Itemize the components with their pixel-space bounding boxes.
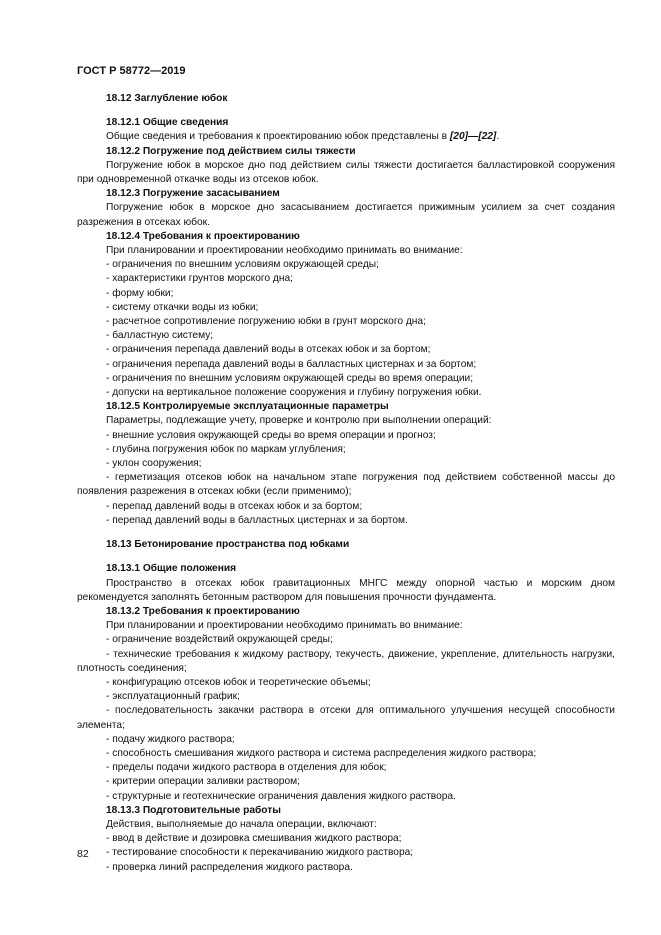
list-item: - глубина погружения юбок по маркам углубления; xyxy=(106,443,346,455)
list-item: - ограничения по внешним условиям окружающей среды; xyxy=(106,259,379,271)
list-item: - пределы подачи жидкого раствора в отделения для юбок; xyxy=(106,762,387,774)
list-item: - ограничения по внешним условиям окружающей среды во время операции; xyxy=(106,372,474,384)
list-item: - тестирование способности к перекачиванию жидкого раствора; xyxy=(106,847,414,859)
list-item: - форму юбки; xyxy=(106,287,174,299)
paragraph: При планировании и проектировании необходимо принимать во внимание: xyxy=(106,245,463,257)
reference-link[interactable]: [20]—[22] xyxy=(449,131,497,143)
section-heading: 18.12 Заглубление юбок xyxy=(106,93,228,104)
paragraph: Параметры, подлежащие учету, проверке и контролю при выполнении операций: xyxy=(106,415,492,427)
list-item: - ввод в действие и дозировка смешивания жидкого раствора; xyxy=(106,833,402,845)
paragraph: Пространство в отсеках юбок гравитационных МНГС между опорной частью и морским дном рекомендуется заполнять бетонным раствором для повышения прочности фундамента. xyxy=(77,577,615,603)
list-item: - перепад давлений воды в балластных цистернах и за бортом. xyxy=(106,514,408,526)
list-item: - характеристики грунтов морского дна; xyxy=(106,273,293,285)
subsection-heading: 18.12.2 Погружение под действием силы тяжести xyxy=(106,145,356,157)
paragraph xyxy=(77,130,615,144)
paragraph: Погружение юбок в морское дно под действием силы тяжести достигается балластировкой сооружения при одновременной откачке воды из отсеков юбок. xyxy=(77,159,615,186)
paragraph: Действия, выполняемые до начала операции, включают: xyxy=(106,818,377,830)
list-item: - герметизация отсеков юбок на начальном этапе погружения под действием собственной массы до появления разрежения в отсеках юбки (если применимо); xyxy=(77,472,615,498)
list-item: - уклон сооружения; xyxy=(106,458,202,470)
paragraph: При планировании и проектировании необходимо принимать во внимание: xyxy=(106,620,463,632)
list-item: - ограничение воздействий окружающей среды; xyxy=(106,634,333,646)
paragraph-text: Общие сведения и требования к проектированию юбок представлены в xyxy=(106,131,450,143)
subsection-heading: 18.12.4 Требования к проектированию xyxy=(106,230,300,242)
subsection-heading: 18.13.1 Общие положения xyxy=(106,563,237,575)
paragraph: Погружение юбок в морское дно засасыванием достигается прижимным усилием за счет создания разрежения в отсеках юбок. xyxy=(77,202,615,228)
list-item: - допуски на вертикальное положение сооружения и глубину погружения юбки. xyxy=(106,387,482,399)
list-item: - технические требования к жидкому раствору, текучесть, движение, укрепление, длительность нагрузки, плотность соединения; xyxy=(77,648,615,674)
subsection-heading: 18.13.2 Требования к проектированию xyxy=(106,605,300,617)
page-number: 82 xyxy=(77,848,89,860)
paragraph-text: . xyxy=(496,131,500,143)
list-item: - балластную систему; xyxy=(106,330,214,342)
list-item: - структурные и геотехнические ограничения давления жидкого раствора. xyxy=(106,790,456,802)
section-heading: 18.13 Бетонирование пространства под юбками xyxy=(106,539,350,551)
subsection-heading: 18.13.3 Подготовительные работы xyxy=(106,804,281,816)
list-item: - конфигурацию отсеков юбок и теоретические объемы; xyxy=(106,676,371,688)
list-item: - ограничения перепада давлений воды в балластных цистернах и за бортом; xyxy=(106,358,477,370)
list-item: - перепад давлений воды в отсеках юбок и за бортом; xyxy=(106,500,363,512)
list-item: - ограничения перепада давлений воды в отсеках юбок и за бортом; xyxy=(106,344,431,356)
list-item: - внешние условия окружающей среды во время операции и прогноз; xyxy=(106,429,436,441)
subsection-heading: 18.12.5 Контролируемые эксплуатационные параметры xyxy=(106,401,389,413)
list-item: - подачу жидкого раствора; xyxy=(106,733,235,745)
subsection-heading: 18.12.1 Общие сведения xyxy=(106,117,229,129)
list-item: - проверка линий распределения жидкого раствора. xyxy=(106,861,353,873)
page-content xyxy=(77,92,615,875)
list-item: - критерии операции заливки раствором; xyxy=(106,776,300,788)
list-item: - расчетное сопротивление погружению юбки в грунт морского дна; xyxy=(106,316,426,328)
list-item: - последовательность закачки раствора в отсеки для оптимального улучшения несущей способности элемента; xyxy=(77,705,615,731)
document-header: ГОСТ Р 58772—2019 xyxy=(77,65,186,77)
list-item: - способность смешивания жидкого раствора и система распределения жидкого раствора; xyxy=(106,747,537,759)
subsection-heading: 18.12.3 Погружение засасыванием xyxy=(106,188,280,200)
list-item: - систему откачки воды из юбки; xyxy=(106,301,259,313)
list-item: - эксплуатационный график; xyxy=(106,691,240,703)
